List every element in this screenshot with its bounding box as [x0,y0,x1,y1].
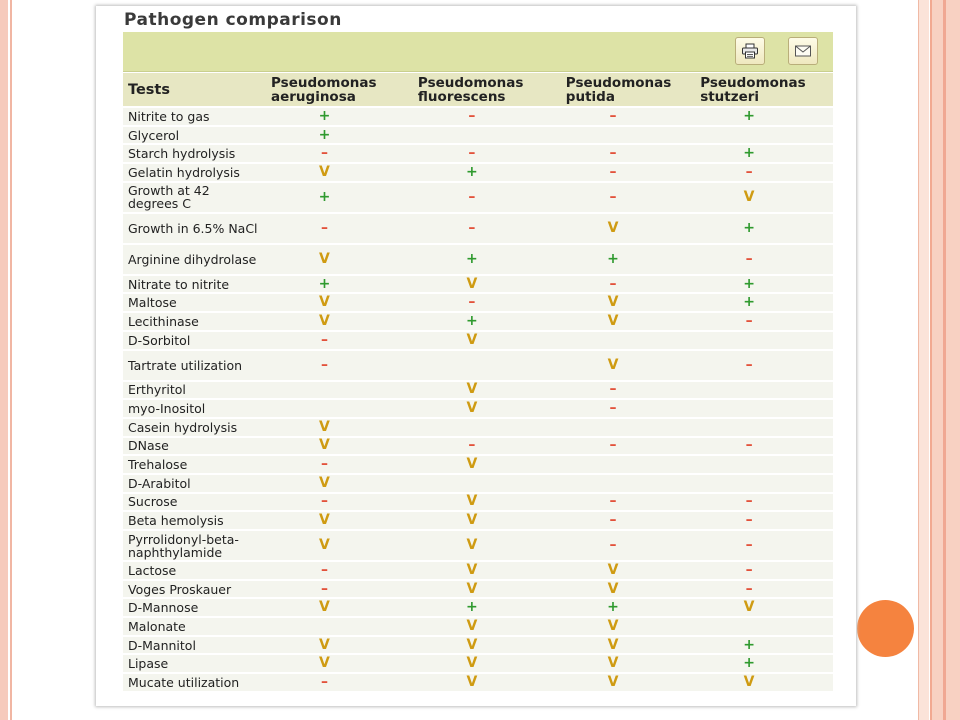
result-cell: + [695,637,833,654]
result-cell: – [413,108,561,125]
result-cell: V [561,294,695,311]
result-cell: – [266,456,413,473]
result-cell: + [413,313,561,330]
result-cell: V [413,618,561,635]
result-cell: – [266,562,413,579]
screenshot-panel [96,6,856,706]
test-name-cell: Tartrate utilization [123,351,266,380]
test-name-cell: Starch hydrolysis [123,145,266,162]
result-cell: – [695,512,833,529]
result-cell: – [695,581,833,598]
table-row [123,599,833,616]
result-cell [561,419,695,436]
result-cell: – [266,674,413,691]
table-row [123,214,833,243]
result-cell: V [561,655,695,672]
result-cell: V [413,400,561,417]
result-cell: + [266,276,413,293]
table-row [123,108,833,125]
table-row [123,164,833,181]
result-cell: V [266,164,413,181]
result-cell: – [413,214,561,243]
result-cell: + [695,108,833,125]
result-cell: + [413,599,561,616]
test-name-cell: Maltose [123,294,266,311]
table-row [123,562,833,579]
result-cell [413,127,561,144]
result-cell [695,475,833,492]
result-cell: – [413,294,561,311]
result-cell: – [561,512,695,529]
test-name-cell: Lactose [123,562,266,579]
result-cell: – [695,531,833,560]
result-cell: – [561,494,695,511]
result-cell: – [561,276,695,293]
test-name-cell: D-Mannose [123,599,266,616]
result-cell: V [413,581,561,598]
test-name-cell: Casein hydrolysis [123,419,266,436]
column-header: Pseudomonas aeruginosa [266,73,413,106]
test-name-cell: D-Arabitol [123,475,266,492]
table-row [123,145,833,162]
toolbar [123,32,833,72]
table-row [123,127,833,144]
result-cell [266,400,413,417]
table-row [123,183,833,212]
result-cell: – [695,562,833,579]
column-header: Pseudomonas fluorescens [413,73,561,106]
column-header: Tests [123,73,266,106]
result-cell: V [266,419,413,436]
email-button[interactable] [788,37,818,65]
result-cell [695,456,833,473]
column-header: Pseudomonas stutzeri [695,73,833,106]
test-name-cell: Glycerol [123,127,266,144]
table-row [123,512,833,529]
result-cell: V [266,438,413,455]
result-cell: – [561,382,695,399]
result-cell: – [561,145,695,162]
result-cell [695,400,833,417]
result-cell: – [266,581,413,598]
table-row [123,531,833,560]
result-cell: V [561,313,695,330]
result-cell: V [561,637,695,654]
result-cell: – [413,183,561,212]
test-name-cell: Nitrate to nitrite [123,276,266,293]
result-cell: – [695,164,833,181]
result-cell: V [413,562,561,579]
table-row [123,475,833,492]
result-cell: – [561,108,695,125]
test-name-cell: Gelatin hydrolysis [123,164,266,181]
printer-icon [741,43,759,59]
result-cell: – [266,332,413,349]
table-header-row [123,73,833,106]
result-cell: + [561,245,695,274]
result-cell: – [266,145,413,162]
result-cell: V [266,245,413,274]
result-cell: – [695,494,833,511]
result-cell: V [561,562,695,579]
result-cell [266,618,413,635]
result-cell [695,618,833,635]
result-cell: V [266,294,413,311]
decorative-circle [857,600,914,657]
table-row [123,276,833,293]
result-cell: + [695,214,833,243]
test-name-cell: D-Mannitol [123,637,266,654]
test-name-cell: Pyrrolidonyl-beta-naphthylamide [123,531,266,560]
result-cell [695,382,833,399]
test-name-cell: Sucrose [123,494,266,511]
result-cell: – [413,438,561,455]
result-cell: + [695,294,833,311]
result-cell: + [413,245,561,274]
result-cell: V [561,674,695,691]
result-cell: V [561,618,695,635]
result-cell [561,332,695,349]
table-row [123,294,833,311]
result-cell: – [695,313,833,330]
test-name-cell: Erthyritol [123,382,266,399]
table-row [123,674,833,691]
result-cell: – [266,494,413,511]
result-cell: V [266,655,413,672]
table-row [123,655,833,672]
test-name-cell: Growth at 42 degrees C [123,183,266,212]
test-name-cell: Growth in 6.5% NaCl [123,214,266,243]
slide-frame-right-inner [918,0,929,720]
table-row [123,313,833,330]
result-cell: V [413,637,561,654]
result-cell: + [266,127,413,144]
test-name-cell: myo-Inositol [123,400,266,417]
result-cell: V [413,655,561,672]
test-name-cell: Lipase [123,655,266,672]
result-cell: + [266,183,413,212]
result-cell [413,475,561,492]
result-cell: – [561,400,695,417]
result-cell: + [695,276,833,293]
result-cell: V [695,674,833,691]
result-cell: + [266,108,413,125]
table-row [123,618,833,635]
result-cell: V [266,599,413,616]
slide-frame-right-line [943,0,946,720]
result-cell [413,351,561,380]
result-cell: V [413,276,561,293]
result-cell: V [413,382,561,399]
result-cell: V [266,475,413,492]
result-cell: – [413,145,561,162]
table-row [123,332,833,349]
table-row [123,400,833,417]
result-cell: V [695,183,833,212]
result-cell: – [561,164,695,181]
slide-frame-left [0,0,8,720]
result-cell: V [413,332,561,349]
test-name-cell: Arginine dihydrolase [123,245,266,274]
table-row [123,438,833,455]
test-name-cell: D-Sorbitol [123,332,266,349]
result-cell: – [266,351,413,380]
result-cell: V [413,494,561,511]
print-button[interactable] [735,37,765,65]
column-header: Pseudomonas putida [561,73,695,106]
result-cell [413,419,561,436]
page-title: Pathogen comparison [124,10,342,30]
result-cell: – [561,438,695,455]
test-name-cell: Voges Proskauer [123,581,266,598]
result-cell [695,419,833,436]
result-cell: – [695,245,833,274]
table-row [123,637,833,654]
result-cell: + [695,655,833,672]
result-cell: V [413,512,561,529]
result-cell: – [695,438,833,455]
result-cell: V [413,531,561,560]
result-cell: + [695,145,833,162]
table-row [123,245,833,274]
result-cell: V [695,599,833,616]
result-cell: + [413,164,561,181]
result-cell: – [266,214,413,243]
result-cell [695,332,833,349]
result-cell: V [561,351,695,380]
pathogen-comparison-table [123,71,833,693]
table-row [123,351,833,380]
test-name-cell: Nitrite to gas [123,108,266,125]
test-name-cell: Beta hemolysis [123,512,266,529]
result-cell: V [266,512,413,529]
result-cell: – [561,183,695,212]
result-cell [695,127,833,144]
result-cell: V [561,581,695,598]
result-cell [561,127,695,144]
test-name-cell: Mucate utilization [123,674,266,691]
result-cell: – [695,351,833,380]
result-cell: + [561,599,695,616]
result-cell [561,475,695,492]
result-cell: V [266,637,413,654]
result-cell: – [561,531,695,560]
test-name-cell: DNase [123,438,266,455]
table-row [123,456,833,473]
test-name-cell: Malonate [123,618,266,635]
result-cell: V [413,456,561,473]
result-cell: V [561,214,695,243]
slide-frame-left-line [10,0,12,720]
test-name-cell: Trehalose [123,456,266,473]
table-row [123,581,833,598]
envelope-icon [794,44,812,58]
result-cell [266,382,413,399]
result-cell: V [413,674,561,691]
table-row [123,494,833,511]
table-row [123,419,833,436]
result-cell: V [266,531,413,560]
test-name-cell: Lecithinase [123,313,266,330]
table-row [123,382,833,399]
result-cell: V [266,313,413,330]
result-cell [561,456,695,473]
